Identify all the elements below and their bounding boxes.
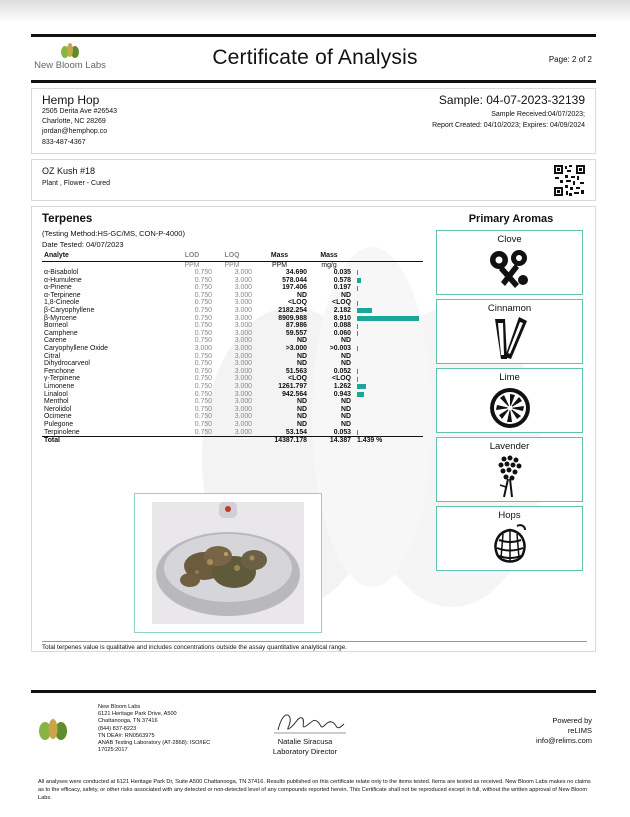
unit-mass-ppm: PPM [272,261,287,269]
mass-mg-value: >0.003 [329,345,351,353]
loq-value: 3.000 [234,367,252,375]
level-bar [357,377,419,382]
table-row [42,375,423,383]
powered-by-block [536,716,592,746]
analyte-name: α-Pinene [44,284,72,292]
mass-mg-value: 0.578 [333,276,351,284]
product-info-box [31,159,596,201]
mass-mg-value: ND [341,360,351,368]
client-address-2: Charlotte, NC 28269 [42,118,106,125]
sample-photo [152,502,304,624]
analyte-name: Caryophyllene Oxide [44,345,108,353]
lod-value: 0.750 [194,375,212,383]
unit-loq: PPM [224,261,240,269]
table-row [42,383,423,391]
client-phone: 833-487-4367 [42,139,86,146]
mass-ppm-value: 53.154 [285,428,307,436]
aroma-card-lavender [436,437,583,502]
lod-value: 0.750 [194,352,212,360]
aroma-card-hops [436,506,583,571]
level-bar [357,346,419,351]
mass-mg-value: ND [341,291,351,299]
disclaimer-text: All analyses were conducted at 6121 Heritage Park Dr, Suite A500 Chattanooga, TN 37416. Results published on this certificate relate only to the items tested. Items are tested as received. New Bloom Labs makes no claims as to the efficacy, safety, or other risks associated with any detected or non-detected level of any compounds reported herein. This Certificate shall not be reproduced except in full, without the written approval of New Bloom Labs. [38,779,591,801]
col-analyte: Analyte [42,252,172,261]
lod-value: 0.750 [194,322,212,330]
col-mass-mg: Mass [307,252,351,261]
table-row [42,413,423,421]
total-percent: 1.439 % [351,437,423,445]
product-name: OZ Kush #18 [42,166,96,176]
lod-value: 0.750 [194,284,212,292]
signer-title: Laboratory Director [272,746,338,756]
lod-value: 0.750 [194,383,212,390]
level-bar-fill [357,377,358,382]
mass-mg-value: ND [341,398,351,406]
lod-value: 0.750 [194,307,212,315]
analyte-name: Pulegone [44,420,74,428]
col-loq: LOQ [212,252,252,261]
loq-value: 3.000 [234,307,252,315]
loq-value: 3.000 [234,291,252,299]
analyte-name: Limonene [44,383,75,390]
analyte-name: Borneol [44,322,68,330]
mass-ppm-value: 51.563 [285,367,307,375]
footer-rule [31,690,596,693]
level-bar [357,430,419,435]
header-rule [31,34,596,37]
cinnamon-icon [485,315,535,361]
mass-ppm-value: 942.564 [282,390,307,398]
table-row [42,284,423,292]
aroma-label: Lavender [489,441,530,452]
units-row [42,261,423,269]
clove-icon [485,246,535,290]
mass-mg-value: 0.943 [333,390,351,398]
testing-method: (Testing Method:HS-GC/MS, CON-P-4000) [42,229,185,238]
signature-image [270,708,350,738]
level-bar [357,278,419,283]
aroma-card-cinnamon [436,299,583,364]
level-bar [357,301,419,306]
mass-ppm-value: >3.000 [285,345,307,353]
total-mg: 14.387 [307,437,351,445]
date-tested: Date Tested: 04/07/2023 [42,240,124,249]
loq-value: 3.000 [234,413,252,421]
sample-id: Sample: 04-07-2023-32139 [438,93,585,107]
level-bar [357,270,419,275]
mass-mg-value: ND [341,352,351,360]
mass-mg-value: 0.035 [333,269,351,277]
lod-value: 0.750 [194,360,212,368]
mass-ppm-value: ND [297,337,307,345]
loq-value: 3.000 [234,337,252,345]
loq-value: 3.000 [234,420,252,428]
unit-lod: PPM [184,261,200,269]
level-bar [357,339,419,344]
level-bar-fill [357,384,366,389]
analyte-name: α-Bisabolol [44,269,79,277]
analyte-name: Terpinolene [44,428,80,436]
table-row [42,277,423,285]
sample-photo-frame [134,493,322,633]
lod-value: 0.750 [194,428,212,436]
total-ppm: 14387.178 [252,437,307,445]
analyte-name: α-Terpinene [44,291,81,299]
sample-received: Sample Received:04/07/2023; [491,111,585,118]
mass-mg-value: 8.910 [333,314,351,322]
terpenes-note: Total terpenes value is qualitative and includes concentrations outside the assay quantitative analytical range. [42,641,587,651]
analyte-name: Carene [44,337,67,345]
loq-value: 3.000 [234,269,252,277]
mass-ppm-value: 1261.797 [278,383,307,390]
lod-value: 0.750 [194,329,212,337]
loq-value: 3.000 [234,314,252,322]
aroma-label: Lime [499,372,520,383]
level-bar-fill [357,286,358,291]
level-bar [357,422,419,427]
signer-name: Natalie Siracusa [277,737,333,746]
mass-mg-value: 1.262 [333,383,351,390]
analyte-name: Camphene [44,329,78,337]
table-row [42,368,423,376]
lod-value: 0.750 [194,291,212,299]
lod-value: 0.750 [194,269,212,277]
level-bar-fill [357,324,358,329]
mass-ppm-value: ND [297,398,307,406]
col-lod: LOD [172,252,212,261]
lod-value: 0.750 [194,299,212,307]
table-row [42,269,423,277]
level-bar-fill [357,301,358,306]
mass-ppm-value: ND [297,360,307,368]
mass-ppm-value: 197.406 [282,284,307,292]
header-rule-bottom [31,80,596,83]
level-bar-fill [357,270,358,275]
table-row [42,337,423,345]
analyte-name: γ-Terpinene [44,375,81,383]
aroma-label: Clove [497,234,522,245]
level-bar-fill [357,308,372,313]
level-bar [357,354,419,359]
loq-value: 3.000 [234,398,252,406]
mass-mg-value: ND [341,413,351,421]
level-bar [357,331,419,336]
mass-ppm-value: 59.557 [285,329,307,337]
mass-mg-value: 2.182 [333,307,351,315]
lod-value: 0.750 [194,398,212,406]
report-dates: Report Created: 04/10/2023; Expires: 04/09/2024 [432,122,585,129]
aroma-card-clove [436,230,583,295]
lod-value: 0.750 [194,390,212,398]
loq-value: 3.000 [234,375,252,383]
client-info-box [31,88,596,154]
mass-mg-value: 0.088 [333,322,351,330]
loq-value: 3.000 [234,345,252,353]
table-row [42,429,423,437]
mass-mg-value: 0.052 [333,367,351,375]
col-mass-ppm: Mass [252,252,307,261]
client-email: jordan@hemphop.co [42,128,108,135]
terpenes-section [31,206,596,652]
mass-ppm-value: <LOQ [288,299,307,307]
analyte-name: Nerolidol [44,405,72,413]
analyte-name: Linalool [44,390,68,398]
level-bar [357,384,419,389]
mass-mg-value: ND [341,337,351,345]
lod-value: 0.750 [194,413,212,421]
table-row [42,353,423,361]
loq-value: 3.000 [234,383,252,390]
table-row [42,391,423,399]
table-row [42,315,423,323]
powered-by-label: Powered by [552,716,592,725]
loq-value: 3.000 [234,299,252,307]
total-row [42,437,423,445]
level-bar [357,399,419,404]
loq-value: 3.000 [234,322,252,330]
mass-mg-value: 0.053 [333,428,351,436]
level-bar [357,308,419,313]
level-bar [357,286,419,291]
table-row [42,345,423,353]
table-row [42,307,423,315]
client-name: Hemp Hop [42,93,100,107]
mass-mg-value: ND [341,405,351,413]
terpenes-table-body [42,269,423,437]
table-row [42,322,423,330]
footer-logo-icon [37,718,69,742]
footer-address-1: 6121 Heritage Park Drive, A500 [98,711,177,718]
level-bar-fill [357,392,364,397]
table-row [42,406,423,414]
loq-value: 3.000 [234,352,252,360]
level-bar-fill [357,346,358,351]
lab-name: New Bloom Labs [34,60,106,71]
level-bar-fill [357,316,419,321]
level-bar-fill [357,278,361,283]
aromas-title: Primary Aromas [468,213,554,225]
unit-mass-mg: mg/g [321,261,337,269]
mass-ppm-value: 578.044 [282,276,307,284]
powered-by-email[interactable]: info@relims.com [536,736,592,745]
mass-ppm-value: 34.690 [285,269,307,277]
mass-mg-value: ND [341,420,351,428]
lime-icon [486,384,534,430]
powered-by-vendor: reLIMS [567,726,592,735]
level-bar [357,369,419,374]
analyte-name: β-Caryophyllene [44,307,95,315]
analyte-name: β-Myrcene [44,314,77,322]
lavender-icon [490,453,530,499]
level-bar-fill [357,331,358,336]
loq-value: 3.000 [234,329,252,337]
mass-mg-value: 0.197 [333,284,351,292]
lod-value: 0.750 [194,367,212,375]
table-row [42,330,423,338]
top-shade [0,0,630,22]
lod-value: 0.750 [194,337,212,345]
page-number: Page: 2 of 2 [548,55,592,64]
col-bar [351,252,423,261]
loq-value: 3.000 [234,284,252,292]
analyte-name: Ocimene [44,413,72,421]
mass-ppm-value: ND [297,405,307,413]
mass-ppm-value: ND [297,420,307,428]
signer-block [245,737,365,756]
level-bar-fill [357,430,358,435]
mass-mg-value: 0.060 [333,329,351,337]
mass-ppm-value: 8909.988 [278,314,307,322]
analyte-name: α-Humulene [44,276,82,284]
terpenes-title: Terpenes [42,213,93,225]
analyte-name: 1,8-Cineole [44,299,80,307]
hops-icon [487,522,533,568]
footer-phone: (844) 837-8223 [98,725,137,732]
table-header-row [42,252,423,261]
footer-iso: 17025:2017 [98,747,128,754]
level-bar [357,316,419,321]
loq-value: 3.000 [234,276,252,284]
mass-ppm-value: ND [297,413,307,421]
table-row [42,292,423,300]
footer-dea: TN DEA#: RN0563975 [98,732,155,739]
level-bar [357,407,419,412]
table-row [42,360,423,368]
mass-ppm-value: 2182.254 [278,307,307,315]
lod-value: 0.750 [194,420,212,428]
loq-value: 3.000 [234,405,252,413]
terpenes-table [42,252,423,445]
loq-value: 3.000 [234,390,252,398]
mass-ppm-value: <LOQ [288,375,307,383]
lod-value: 0.750 [194,405,212,413]
footer-address [98,704,210,754]
analyte-name: Menthol [44,398,69,406]
table-row [42,398,423,406]
level-bar [357,362,419,367]
mass-mg-value: <LOQ [332,299,351,307]
level-bar [357,392,419,397]
mass-mg-value: <LOQ [332,375,351,383]
lod-value: 0.750 [194,314,212,322]
aroma-card-lime [436,368,583,433]
analyte-name: Dihydrocarveol [44,360,90,368]
footer-anab: ANAB Testing Laboratory (AT-2868): ISO/IEC [98,740,211,747]
unit-analyte [42,261,172,269]
table-row [42,421,423,429]
product-type: Plant , Flower - Cured [42,180,111,187]
client-address-1: 2505 Derita Ave #26543 [42,108,117,115]
mass-ppm-value: ND [297,291,307,299]
analyte-name: Fenchone [44,367,75,375]
aroma-label: Cinnamon [487,303,532,314]
level-bar [357,324,419,329]
total-label: Total [42,437,172,445]
analyte-name: Citral [44,352,61,360]
level-bar-fill [357,369,358,374]
page-title: Certificate of Analysis [212,46,418,69]
lod-value: 0.750 [194,276,212,284]
mass-ppm-value: 87.986 [285,322,307,330]
qr-code-icon[interactable] [554,165,585,196]
aroma-label: Hops [498,510,521,521]
level-bar [357,293,419,298]
loq-value: 3.000 [234,428,252,436]
lod-value: 3.000 [194,345,212,353]
level-bar [357,415,419,420]
table-row [42,299,423,307]
loq-value: 3.000 [234,360,252,368]
footer-address-2: Chattanooga, TN 37416 [98,718,158,725]
footer-lab-name: New Bloom Labs [98,704,141,710]
mass-ppm-value: ND [297,352,307,360]
